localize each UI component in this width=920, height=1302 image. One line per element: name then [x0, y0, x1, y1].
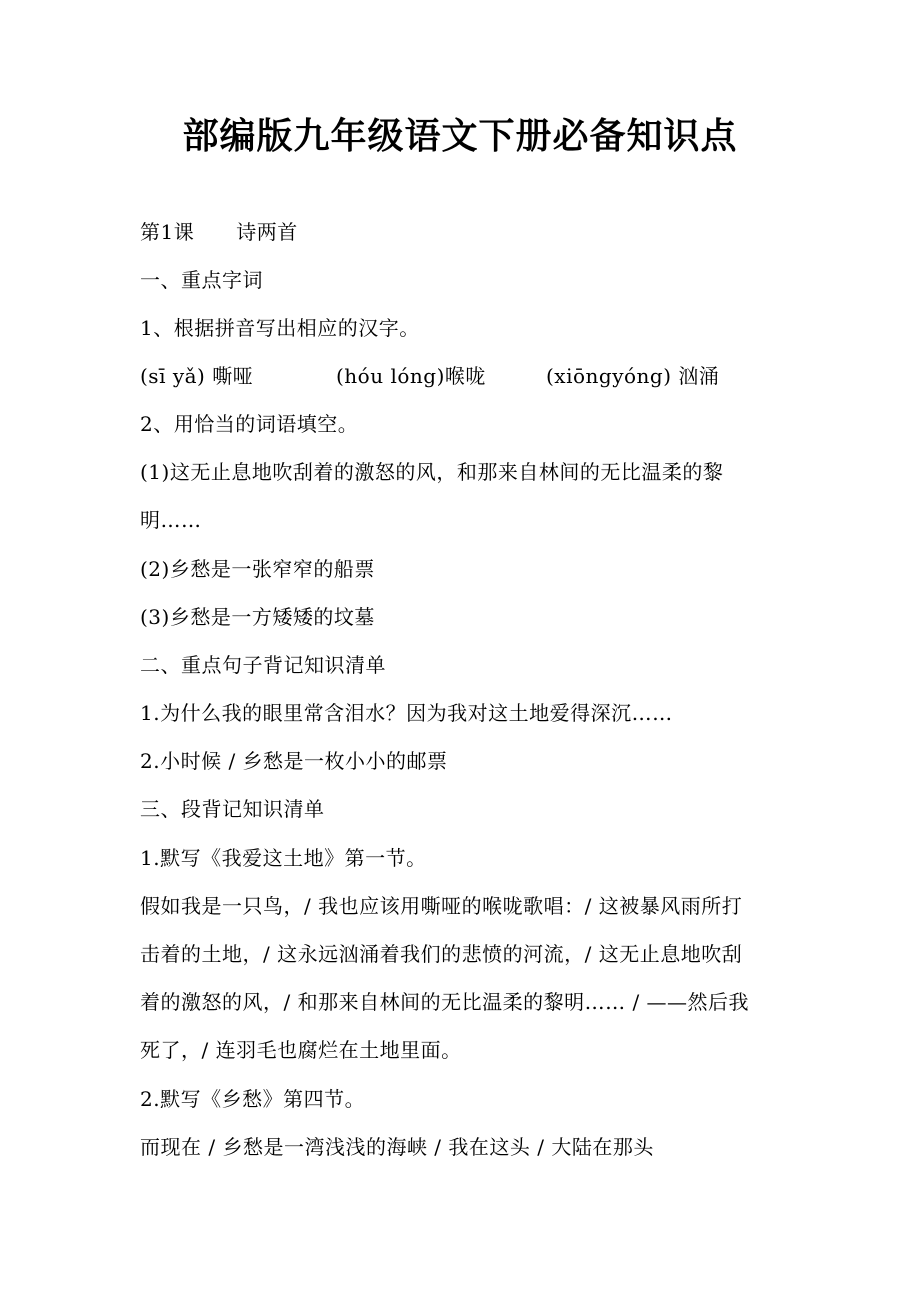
sentence-2: 2.小时候 / 乡愁是一枚小小的邮票 [140, 749, 448, 773]
question-2: 2、用恰当的词语填空。 [140, 412, 359, 436]
section-heading-key-words: 一、重点字词 [140, 268, 263, 292]
section-heading-paragraphs: 三、段背记知识清单 [140, 797, 325, 821]
lesson-number: 第1课 [140, 220, 195, 244]
section-heading-key-sentences: 二、重点句子背记知识清单 [140, 653, 386, 677]
paragraph-1-line: 假如我是一只鸟，/ 我也应该用嘶哑的喉咙歌唱：/ 这被暴风雨所打 [140, 894, 743, 918]
paragraph-2-heading: 2.默写《乡愁》第四节。 [140, 1087, 366, 1111]
paragraph-1-line: 着的激怒的风，/ 和那来自林间的无比温柔的黎明…… / ——然后我 [140, 990, 750, 1014]
document-title: 部编版九年级语文下册必备知识点 [182, 115, 738, 157]
fill-item-3: (3)乡愁是一方矮矮的坟墓 [140, 605, 375, 629]
pinyin-row [140, 361, 800, 391]
question-1: 1、根据拼音写出相应的汉字。 [140, 316, 420, 340]
fill-item-1-continued: 明…… [140, 508, 202, 532]
paragraph-1-line: 死了，/ 连羽毛也腐烂在土地里面。 [140, 1038, 462, 1062]
lesson-name: 诗两首 [236, 220, 298, 244]
lesson-heading [140, 217, 800, 247]
paragraph-1-heading: 1.默写《我爱这土地》第一节。 [140, 846, 427, 870]
sentence-1: 1.为什么我的眼里常含泪水？因为我对这土地爱得深沉…… [140, 701, 673, 725]
paragraph-2-line: 而现在 / 乡愁是一湾浅浅的海峡 / 我在这头 / 大陆在那头 [140, 1135, 654, 1159]
pinyin-item: (xiōngyóng) 汹涌 [546, 364, 720, 388]
paragraph-1-line: 击着的土地，/ 这永远汹涌着我们的悲愤的河流，/ 这无止息地吹刮 [140, 942, 743, 966]
pinyin-item: (hóu lóng)喉咙 [336, 364, 486, 388]
fill-item-2: (2)乡愁是一张窄窄的船票 [140, 557, 375, 581]
fill-item-1: (1)这无止息地吹刮着的激怒的风，和那来自林间的无比温柔的黎 [140, 460, 724, 484]
pinyin-item: (sī yǎ) 嘶哑 [140, 364, 254, 388]
